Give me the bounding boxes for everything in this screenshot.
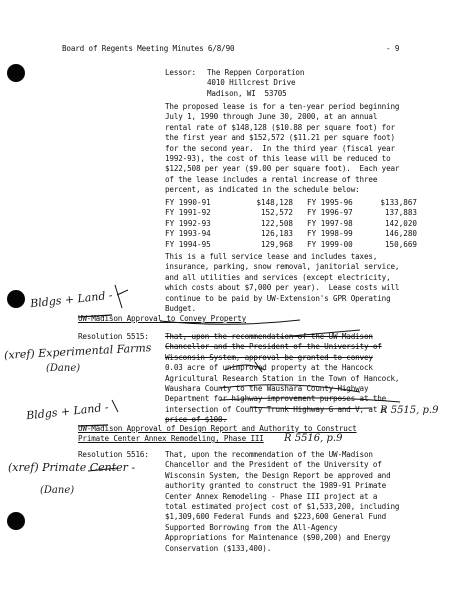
paragraph-line: insurance, parking, snow removal, janitorial service,	[165, 262, 400, 272]
amount-cell: 150,669	[384, 239, 417, 249]
resolution-line: Appropriations for Maintenance ($90,200) and Energy	[165, 533, 391, 543]
section-heading-convey-property: UW-Madison Approval to Convey Property	[78, 314, 247, 323]
handwritten-bldgs-land-2: Bldgs + Land -	[25, 400, 110, 423]
handwritten-bldgs-land-1: Bldgs + Land -	[29, 288, 114, 311]
handwritten-primate-center: (xref) Primate Center -	[8, 461, 136, 474]
resolution-line: That, upon the recommendation of the UW-Madison	[165, 332, 373, 341]
table-row	[165, 229, 417, 239]
amount-cell: 122,508	[260, 218, 293, 228]
page-header-title: Board of Regents Meeting Minutes 6/8/90	[62, 44, 235, 53]
resolution-line: $1,309,600 Federal Funds and $223,600 General Fund	[165, 512, 387, 522]
resolution-line: price of $100.	[165, 415, 227, 425]
paragraph-line: rental rate of $148,128 ($10.88 per square foot) for	[165, 122, 395, 132]
resolution-line: Chancellor and the President of the University of	[165, 342, 382, 352]
table-row	[165, 208, 417, 218]
resolution-line: Wisconsin System, approval be granted to convey	[165, 352, 373, 362]
resolution-line: Department for highway improvement purposes at the	[165, 394, 387, 404]
amount-cell: 146,280	[384, 229, 417, 239]
hole-punch-middle	[7, 290, 25, 308]
pen-stroke	[115, 285, 128, 308]
handwritten-experimental-farms: (xref) Experimental Farms	[3, 341, 152, 362]
page-number: - 9	[386, 44, 400, 53]
paragraph-line: for the second year. In the third year (fiscal year	[165, 143, 395, 153]
paragraph-line: The proposed lease is for a ten-year period beginning	[165, 102, 400, 111]
paragraph-line: the first year and $152,572 ($11.21 per square foot)	[165, 133, 395, 143]
resolution-5516-text	[165, 450, 399, 554]
resolution-line: Wisconsin System, the Design Report be approved and	[165, 470, 391, 480]
lessor-line: The Reppen Corporation	[207, 68, 305, 77]
handwritten-dane-2: (Dane)	[40, 485, 75, 496]
table-row	[165, 198, 417, 208]
fiscal-year-cell: FY 1992-93	[165, 218, 211, 228]
paragraph-line: July 1, 1990 through June 30, 2000, at an annual	[165, 112, 378, 122]
paragraph-line: This is a full service lease and includes taxes,	[165, 252, 378, 261]
paragraph-line: which costs about $7,000 per year). Lease costs will	[165, 283, 400, 293]
handwritten-r5515: R 5515, p.9	[380, 405, 439, 416]
hole-punch-top	[7, 64, 25, 82]
paragraph-line: of the lease includes a rental increase of three	[165, 174, 378, 184]
fiscal-year-cell: FY 1994-95	[165, 239, 211, 249]
section-heading-design-report-line2: Primate Center Annex Remodeling, Phase III	[78, 434, 264, 443]
resolution-line: Conservation ($133,400).	[165, 543, 272, 553]
lessor-line: 4010 Hillcrest Drive	[207, 78, 296, 88]
amount-cell: 142,020	[384, 218, 417, 228]
paragraph-line: Budget.	[165, 304, 196, 314]
fiscal-year-cell: FY 1993-94	[165, 229, 211, 239]
fiscal-year-cell: FY 1996-97	[307, 208, 353, 218]
amount-cell: 152,572	[260, 208, 293, 218]
lease-paragraph	[165, 102, 399, 196]
resolution-line: total estimated project cost of $1,533,200, including	[165, 502, 400, 512]
table-row	[165, 219, 417, 229]
amount-cell: 126,183	[260, 229, 293, 239]
paragraph-line: and all utilities and services (except electricity,	[165, 272, 391, 282]
pen-stroke	[112, 400, 118, 412]
resolution-line: 0.03 acre of unimproved property at the Hancock	[165, 363, 373, 373]
resolution-5516-label: Resolution 5516:	[78, 450, 149, 459]
resolution-line: Supported Borrowing from the All-Agency	[165, 522, 338, 532]
resolution-line: intersection of County Trunk Highway G and V, at a	[165, 404, 387, 414]
resolution-5515-label: Resolution 5515:	[78, 332, 149, 341]
hole-punch-bottom	[7, 512, 25, 530]
resolution-line: Chancellor and the President of the University of	[165, 460, 382, 470]
amount-cell: 137,883	[384, 208, 417, 218]
fiscal-year-cell: FY 1998-99	[307, 229, 353, 239]
handwritten-r5516: R 5516, p.9	[284, 433, 343, 444]
resolution-line: Agricultural Research Station in the Town of Hancock,	[165, 373, 400, 383]
fiscal-year-cell: FY 1995-96	[307, 198, 353, 207]
resolution-line: Center Annex Remodeling - Phase III project at a	[165, 491, 378, 501]
resolution-5515-text	[165, 332, 399, 426]
amount-cell: 129,968	[260, 239, 293, 249]
paragraph-line: $122,508 per year ($9.00 per square foot). Each year	[165, 164, 400, 174]
resolution-line: Waushara County to the Waushara County Highway	[165, 384, 369, 394]
rent-schedule-table	[165, 198, 417, 250]
handwritten-dane-1: (Dane)	[46, 363, 81, 374]
lessor-address	[207, 68, 304, 99]
amount-cell: $148,128	[256, 198, 293, 207]
table-row	[165, 240, 417, 250]
fiscal-year-cell: FY 1997-98	[307, 218, 353, 228]
fiscal-year-cell: FY 1999-00	[307, 239, 353, 249]
paragraph-line: percent, as indicated in the schedule below:	[165, 185, 360, 195]
lessor-line: Madison, WI 53705	[207, 88, 287, 98]
service-paragraph	[165, 252, 399, 314]
section-heading-design-report: UW-Madison Approval of Design Report and Authority to Construct	[78, 424, 357, 433]
lessor-label: Lessor:	[165, 68, 196, 77]
resolution-line: That, upon the recommendation of the UW-Madison	[165, 450, 373, 459]
fiscal-year-cell: FY 1991-92	[165, 208, 211, 218]
paragraph-line: 1992-93), the cost of this lease will be reduced to	[165, 154, 391, 164]
resolution-line: authority granted to construct the 1989-91 Primate	[165, 481, 387, 491]
fiscal-year-cell: FY 1990-91	[165, 198, 211, 207]
amount-cell: $133,867	[380, 198, 417, 207]
paragraph-line: continue to be paid by UW-Extension's GPR Operating	[165, 293, 391, 303]
